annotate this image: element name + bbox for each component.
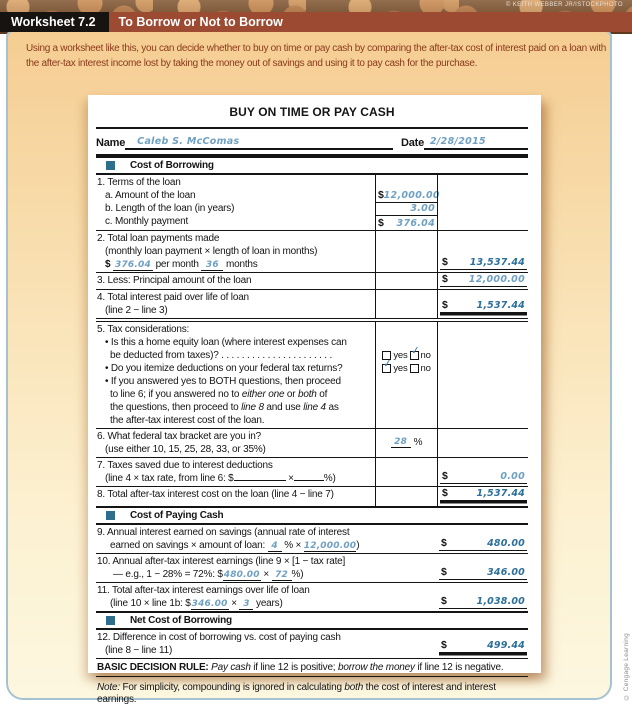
line-6-row: 6. What federal tax bracket are you in? (use either 10, 15, 25, 28, 33, or 35%) 28 % (96, 429, 528, 458)
line10-text2: — e.g., 1 − 28% = 72%: $480.00 × 72 %) (113, 568, 304, 580)
line7-text1: 7. Taxes saved due to interest deductions (97, 459, 273, 471)
line3-amount-field[interactable]: $ 12,000.00 (442, 272, 525, 285)
line6-text1: 6. What federal tax bracket are you in? (97, 430, 261, 442)
line10-amount: 346.00 (487, 566, 525, 578)
no-label: no (420, 362, 431, 374)
line5-q3-line3: the questions, then proceed to line 8 and use line 4 as (110, 401, 339, 413)
line12-text2: (line 8 − line 11) (105, 644, 173, 656)
line10-amount-field[interactable]: $ 346.00 (441, 565, 525, 578)
line-11-row (96, 583, 528, 611)
line3-text: 3. Less: Principal amount of the loan (97, 274, 252, 286)
date-field[interactable] (424, 129, 528, 150)
line1-text: 1. Terms of the loan (97, 177, 181, 188)
worksheet-number-label: Worksheet 7.2 (0, 12, 109, 32)
line5-q3-line4: the after-tax interest cost of the loan. (110, 414, 265, 426)
line1c-label: c. Monthly payment (105, 216, 189, 227)
line2-text1: 2. Total loan payments made (97, 232, 220, 244)
line-8-row (96, 487, 528, 506)
line6-text2: (use either 10, 15, 25, 28, 33, or 35%) (105, 443, 266, 455)
line2-payment-fill[interactable]: 376.04 (113, 260, 153, 271)
line2-months-fill[interactable]: 36 (201, 260, 223, 271)
name-value: Caleb S. McComas (137, 136, 240, 147)
line-2-row (96, 231, 528, 273)
line7-rate-blank[interactable] (294, 480, 324, 481)
line-3-row (96, 273, 528, 290)
line11-text1: 11. Total after-tax interest earnings over life of loan (97, 584, 310, 596)
line5-q2: • Do you itemize deductions on your federal tax returns? (105, 362, 343, 374)
line11-amount: 1,038.00 (476, 595, 525, 607)
section-title: Cost of Paying Cash (130, 509, 224, 521)
line10-rate-fill[interactable]: 72 (272, 570, 292, 581)
line-4-row (96, 290, 528, 322)
line-12-row (96, 630, 528, 659)
line-5-row (96, 322, 528, 429)
line2-text2: (monthly loan payment × length of loan in months) (105, 245, 318, 257)
tax-bracket-fill[interactable]: 28 (391, 437, 411, 448)
intro-paragraph: Using a worksheet like this, you can decide whether to buy on time or pay cash by comparing the after-tax cost of interest paid on a loan with the after-tax interest income lost by taking the money out of savings and using it to pay cash for the purchase. (26, 43, 606, 69)
line1a-label: a. Amount of the loan (105, 190, 196, 201)
section-square-icon (106, 616, 115, 625)
line5-q1-line2: be deducted from taxes)? . . . . . . . . . . . . . . . . . . . . . . (110, 349, 333, 361)
line2-fill-line: $ 376.04 per month 36 months (105, 258, 258, 270)
yes-label: yes (393, 362, 408, 374)
line11-years-fill[interactable]: 3 (239, 599, 253, 610)
section-title: Net Cost of Borrowing (130, 614, 232, 626)
line1b-value: 3.00 (410, 203, 435, 214)
itemize-answer (376, 357, 437, 375)
line9-text2: earned on savings × amount of loan: 4 % × 12,000.00) (110, 539, 360, 551)
name-field[interactable] (125, 129, 393, 150)
footnote: Note: For simplicity, compounding is ignored in calculating both the cost of interest and interest earnings. (97, 681, 496, 705)
date-value: 2/28/2015 (430, 136, 486, 147)
line11-amount-field[interactable]: $ 1,038.00 (441, 594, 525, 607)
home-equity-no-checkbox[interactable]: ✓ (410, 351, 419, 360)
worksheet-title: To Borrow or Not to Borrow (118, 15, 283, 29)
line11-text2: (line 10 × line 1b: $346.00 × 3 years) (110, 597, 283, 609)
savings-rate-fill[interactable]: 4 (268, 541, 282, 552)
line9-amount-field[interactable]: $ 480.00 (441, 536, 525, 549)
worksheet-header-bar (0, 12, 632, 32)
line5-q1-line1: • Is this a home equity loan (where interest expenses can (105, 336, 347, 348)
line9-text1: 9. Annual interest earned on savings (annual rate of interest (97, 526, 350, 538)
line9-amount: 480.00 (487, 537, 525, 549)
form-title: BUY ON TIME OR PAY CASH (229, 105, 395, 119)
line7-text2: (line 4 × tax rate, from line 6: $ × %) (105, 472, 336, 484)
section-cost-of-paying-cash (96, 506, 528, 525)
line2-amount-field[interactable]: $ 13,537.44 (442, 255, 525, 268)
line4-text2: (line 2 − line 3) (105, 304, 168, 316)
line-7-row (96, 458, 528, 487)
line12-amount-field[interactable]: $ 499.44 (441, 638, 525, 651)
line4-amount-field[interactable]: $ 1,537.44 (442, 298, 525, 311)
line7-amount-field[interactable]: $ 0.00 (442, 469, 525, 482)
section-title: Cost of Borrowing (130, 160, 214, 171)
itemize-no-checkbox[interactable] (410, 364, 419, 373)
line1c-amount-field[interactable]: $ 376.04 (378, 216, 435, 229)
cengage-copyright: © Cengage Learning (623, 633, 630, 701)
photo-credit: © KEITH WEBBER JR/ISTOCKPHOTO (505, 2, 623, 8)
date-label: Date (400, 137, 424, 149)
line1a-value: 12,000.00 (383, 189, 440, 201)
line1b-label: b. Length of the loan (in years) (105, 203, 235, 214)
itemize-yes-checkbox[interactable]: ✓ (382, 364, 391, 373)
section-cost-of-borrowing (96, 158, 528, 175)
line1b-amount-field[interactable] (376, 203, 437, 217)
line1c-value: 376.04 (396, 217, 435, 229)
line5-q3-line2: to line 6; if you answered no to either one or both of (110, 388, 328, 400)
line8-amount-field[interactable]: $ 1,537.44 (442, 486, 525, 499)
no-label: no (420, 349, 431, 361)
basic-decision-rule: BASIC DECISION RULE: Pay cash if line 12 is positive; borrow the money if line 12 is negative. (96, 659, 528, 677)
line1a-amount-field[interactable]: $ 12,000.00 (378, 188, 440, 201)
line-9-row (96, 525, 528, 554)
section-square-icon (106, 161, 115, 170)
line5-text: 5. Tax considerations: (97, 323, 190, 335)
line10-text1: 10. Annual after-tax interest earnings (line 9 × [1 − tax rate] (97, 555, 346, 567)
line4-amount: 1,537.44 (476, 299, 525, 311)
line8-text: 8. Total after-tax interest cost on the loan (line 4 − line 7) (97, 488, 334, 500)
line5-q3-line1: • If you answered yes to BOTH questions, then proceed (105, 375, 341, 387)
line12-text1: 12. Difference in cost of borrowing vs. cost of paying cash (97, 631, 341, 643)
yes-label: yes (393, 349, 408, 361)
line8-amount: 1,537.44 (476, 487, 525, 499)
section-square-icon (106, 511, 115, 520)
line3-amount: 12,000.00 (468, 273, 525, 285)
line-10-row (96, 554, 528, 583)
line4-text1: 4. Total interest paid over life of loan (97, 291, 249, 303)
line-1-row (96, 175, 528, 231)
line2-amount: 13,537.44 (469, 256, 525, 268)
section-net-cost-of-borrowing (96, 611, 528, 630)
loan-amount-fill[interactable]: 12,000.00 (303, 540, 357, 551)
line10-interest-fill[interactable]: 480.00 (223, 569, 260, 580)
name-date-row (96, 129, 528, 154)
line7-amount-blank[interactable] (234, 480, 286, 481)
line12-amount: 499.44 (487, 639, 525, 651)
line7-amount: 0.00 (500, 470, 525, 482)
worksheet-form-card (88, 95, 541, 705)
name-label: Name (96, 137, 126, 149)
line11-earnings-fill[interactable]: 346.00 (191, 598, 228, 609)
